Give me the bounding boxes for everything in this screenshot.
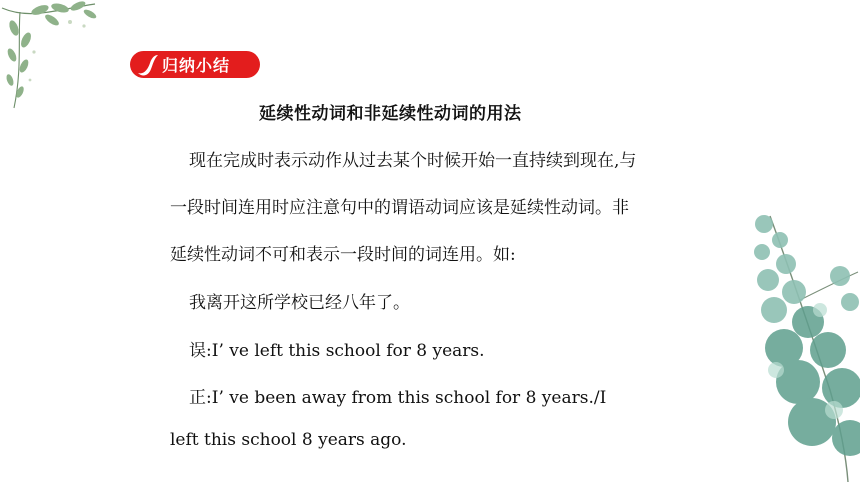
page-heading: 延续性动词和非延续性动词的用法: [259, 104, 522, 124]
leaf-branch-decoration-top-left: [0, 0, 110, 115]
eucalyptus-decoration-right: [750, 210, 860, 484]
paragraph-line-3: 延续性动词不可和表示一段时间的词连用。如:: [170, 245, 516, 265]
section-badge: [130, 51, 260, 78]
example-chinese: 我离开这所学校已经八年了。: [189, 293, 410, 313]
badge-label: 归纳小结: [162, 56, 231, 75]
paragraph-line-1: 现在完成时表示动作从过去某个时候开始一直持续到现在,与: [189, 151, 637, 171]
example-right-line-2: left this school 8 years ago.: [170, 430, 407, 450]
swoosh-icon: [134, 51, 160, 78]
paragraph-line-2: 一段时间连用时应注意句中的谓语动词应该是延续性动词。非: [170, 198, 629, 218]
example-right-line-1: 正:I’ ve been away from this school for 8 years./I: [189, 388, 607, 408]
example-wrong: 误:I’ ve left this school for 8 years.: [189, 341, 485, 361]
